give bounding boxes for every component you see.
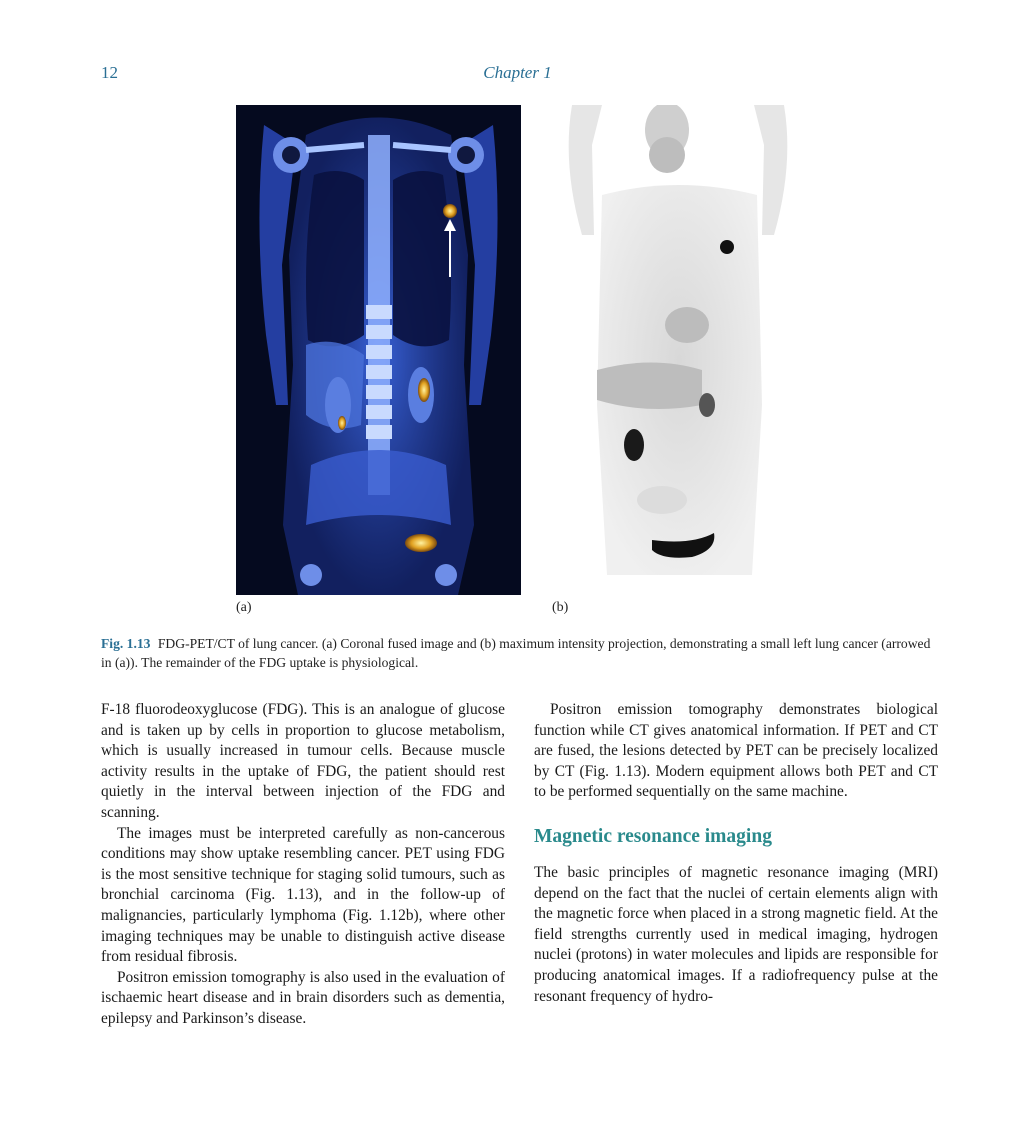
left-column <box>101 700 505 1030</box>
fused-pet-ct-illustration <box>236 105 521 595</box>
paragraph: Positron emission tomography is also used in the evaluation of ischaemic heart disease and in brain disorders such as dementia, epilepsy and Parkinson’s disease. <box>101 968 505 1027</box>
paragraph: Positron emission tomography demonstrates biological function while CT gives anatomical information. If PET and CT are fused, the lesions detected by PET can be precisely localized by CT (Fig. 1.13). Modern equipment allows both PET and CT to be performed sequentially on the same machine. <box>534 701 938 801</box>
mip-illustration <box>552 105 804 595</box>
paragraph: The images must be interpreted carefully as non-cancerous conditions may show uptake resembling cancer. PET using FDG is the most sensitive technique for staging solid tumours, such as bronchial carcinoma (Fig. 1.13), and in the follow-up of malignancies, particularly lymphoma (Fig. 1.12b), where other imaging techniques may be unable to distinguish active disease from residual fibrosis. <box>101 824 505 966</box>
paragraph: F-18 fluorodeoxyglucose (FDG). This is an analogue of glucose and is taken up by cells in proportion to glucose metabolism, which is usually increased in tumour cells. Because muscle activity results in the uptake of FDG, the patient should rest quietly in the interval between injection of the FDG and scanning. <box>101 701 505 821</box>
figure-number: Fig. 1.13 <box>101 636 151 651</box>
running-header: Chapter 1 <box>483 63 552 82</box>
panel-b-label: (b) <box>552 600 569 615</box>
paragraph: The basic principles of magnetic resonance imaging (MRI) depend on the fact that the nuclei of certain elements align with the magnetic force when placed in a strong magnetic field. At the field strengths currently used in medical imaging, hydrogen nuclei (protons) in water molecules and lipids are responsible for producing anatomical images. If a radiofrequency pulse at the resonant frequency of hydro- <box>534 863 938 1005</box>
right-column <box>534 700 938 1007</box>
page-number: 12 <box>101 63 118 82</box>
fused-pet-ct-image <box>236 105 521 595</box>
figure-caption <box>101 634 939 672</box>
caption-text: FDG-PET/CT of lung cancer. (a) Coronal fused image and (b) maximum intensity projection, demonstrating a small left lung cancer (arrowed in (a)). The remainder of the FDG uptake is physiological. <box>101 636 931 670</box>
section-heading: Magnetic resonance imaging <box>534 825 772 847</box>
mip-image <box>552 105 804 595</box>
panel-a-label: (a) <box>236 600 252 615</box>
